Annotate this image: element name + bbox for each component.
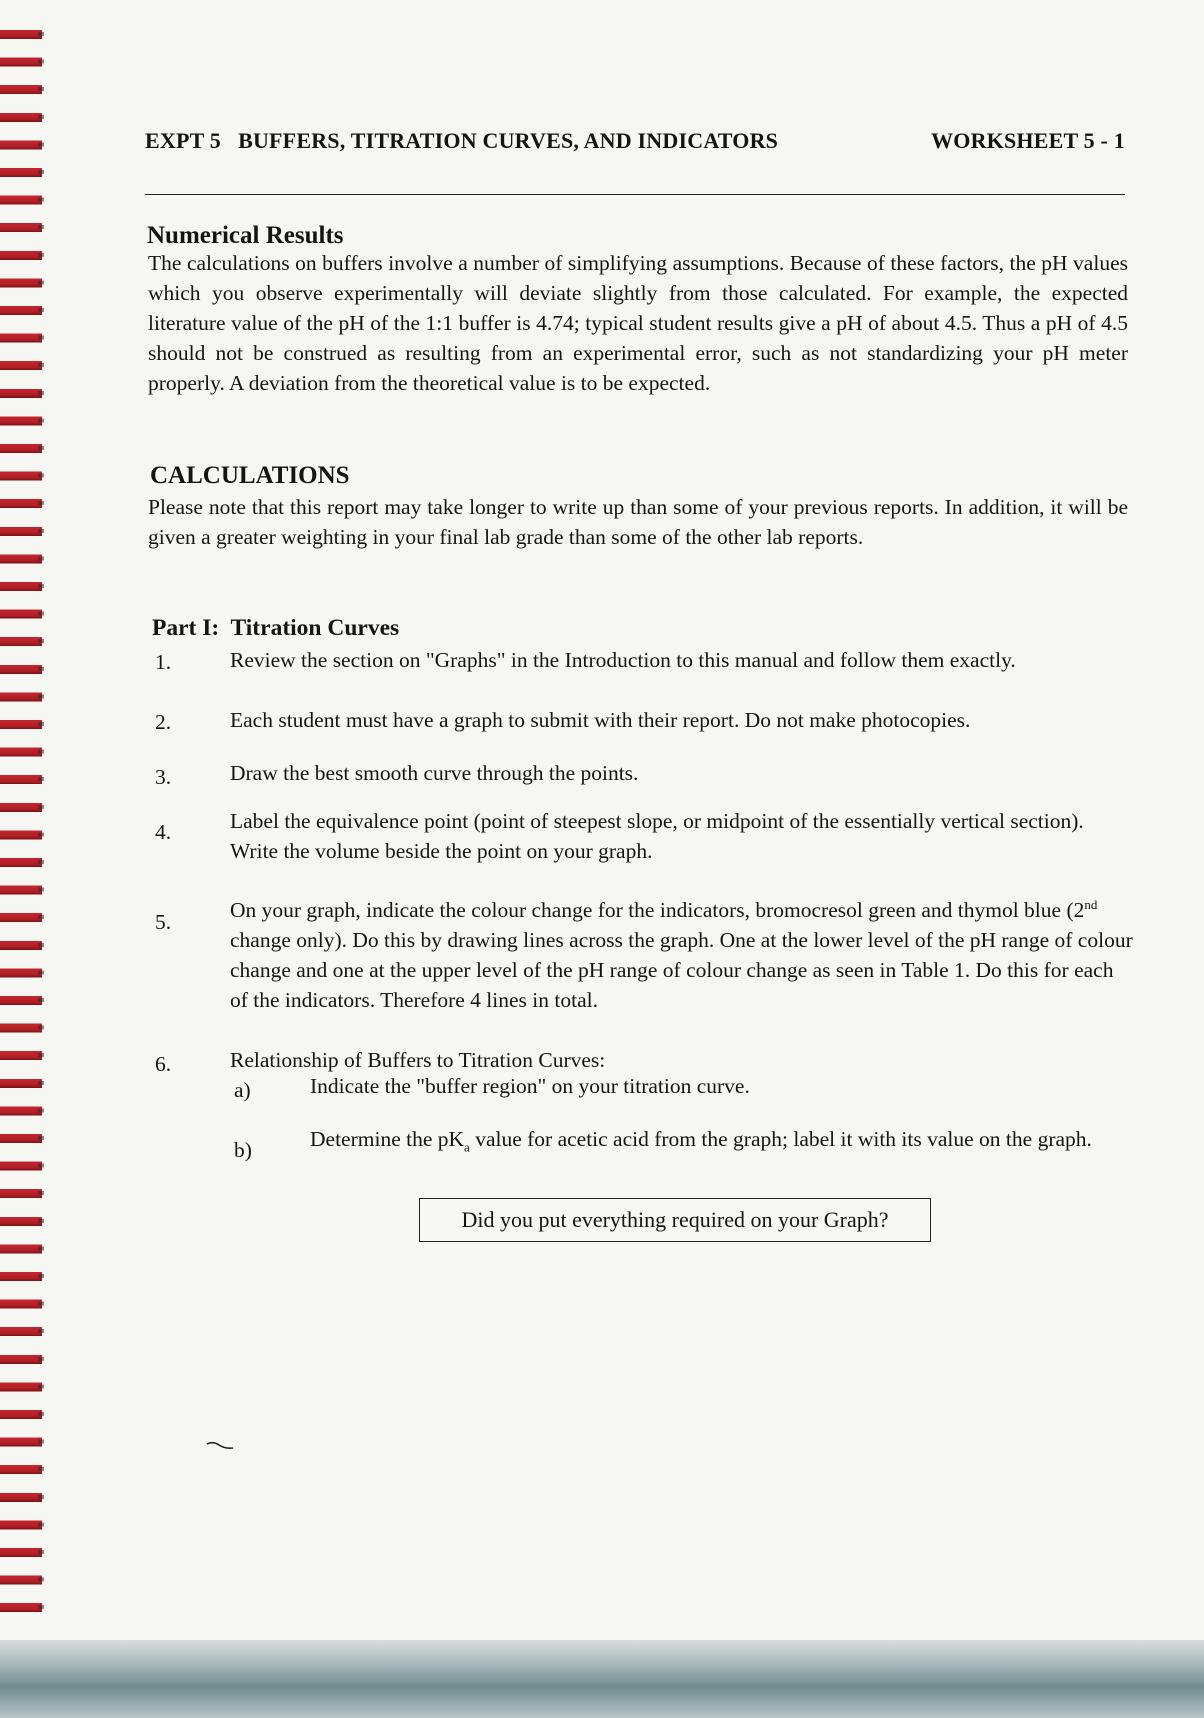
item-number: 4. xyxy=(155,820,172,844)
header-rule xyxy=(145,194,1125,195)
item-text-part: On your graph, indicate the colour change for the indicators, bromocresol green and thymol blue (2 xyxy=(230,898,1085,922)
item-number: 3. xyxy=(155,765,172,789)
header-worksheet-number: WORKSHEET 5 - 1 xyxy=(931,128,1125,153)
sub-item-letter: a) xyxy=(234,1078,251,1102)
instruction-item xyxy=(230,895,1135,1015)
page-header xyxy=(145,128,1125,154)
instruction-item: Each student must have a graph to submit with their report. Do not make photocopies. xyxy=(230,708,971,732)
sub-item-text-part: value for acetic acid from the graph; label it with its value on the graph. xyxy=(469,1127,1092,1151)
instruction-item: Draw the best smooth curve through the points. xyxy=(230,761,639,785)
numerical-results-paragraph: The calculations on buffers involve a number of simplifying assumptions. Because of these factors, the pH values which you observe experimentally will deviate slightly from those calculated. For example, the expected literature value of the pH of the 1:1 buffer is 4.74; typical student results give a pH of about 4.5. Thus a pH of 4.5 should not be construed as resulting from an experimental error, such as not standardizing your pH meter properly. A deviation from the theoretical value is to be expected. xyxy=(148,251,1128,395)
page-bottom-edge xyxy=(0,1640,1204,1718)
part1-heading: Part I: Titration Curves xyxy=(152,615,400,641)
instruction-item: Label the equivalence point (point of steepest slope, or midpoint of the essentially vertical section). Write the volume beside the point on your graph. xyxy=(230,809,1084,863)
binding-holes xyxy=(38,20,44,1630)
item-number: 6. xyxy=(155,1052,172,1076)
instruction-item: Relationship of Buffers to Titration Curves: xyxy=(230,1048,606,1072)
item-text-part: change only). Do this by drawing lines across the graph. One at the lower level of the pH range of colour change and one at the upper level of the pH range of colour change as seen in Table 1. Do this for each of the indicators. Therefore 4 lines in total. xyxy=(230,928,1133,1012)
calculations-heading: CALCULATIONS xyxy=(150,462,350,489)
subscript-a: a xyxy=(464,1139,470,1155)
ordinal-superscript: nd xyxy=(1084,896,1098,912)
calculations-paragraph: Please note that this report may take longer to write up than some of your previous reports. In addition, it will be given a greater weighting in your final lab grade than some of the other lab reports. xyxy=(148,495,1128,549)
item-number: 1. xyxy=(155,650,172,674)
pen-mark xyxy=(205,1440,235,1452)
item-number: 2. xyxy=(155,710,172,734)
sub-item: Indicate the "buffer region" on your titration curve. xyxy=(310,1074,750,1098)
graph-reminder-box: Did you put everything required on your Graph? xyxy=(419,1198,931,1242)
item-number: 5. xyxy=(155,910,172,934)
numerical-results-heading: Numerical Results xyxy=(147,222,344,249)
sub-item-text-part: Determine the pK xyxy=(310,1127,465,1151)
header-experiment-title: EXPT 5 BUFFERS, TITRATION CURVES, AND INDICATORS xyxy=(145,128,779,153)
spiral-binding xyxy=(0,20,42,1630)
sub-item-letter: b) xyxy=(234,1138,252,1162)
sub-item xyxy=(310,1124,1140,1154)
instruction-item: Review the section on "Graphs" in the Introduction to this manual and follow them exactly. xyxy=(230,648,1016,672)
